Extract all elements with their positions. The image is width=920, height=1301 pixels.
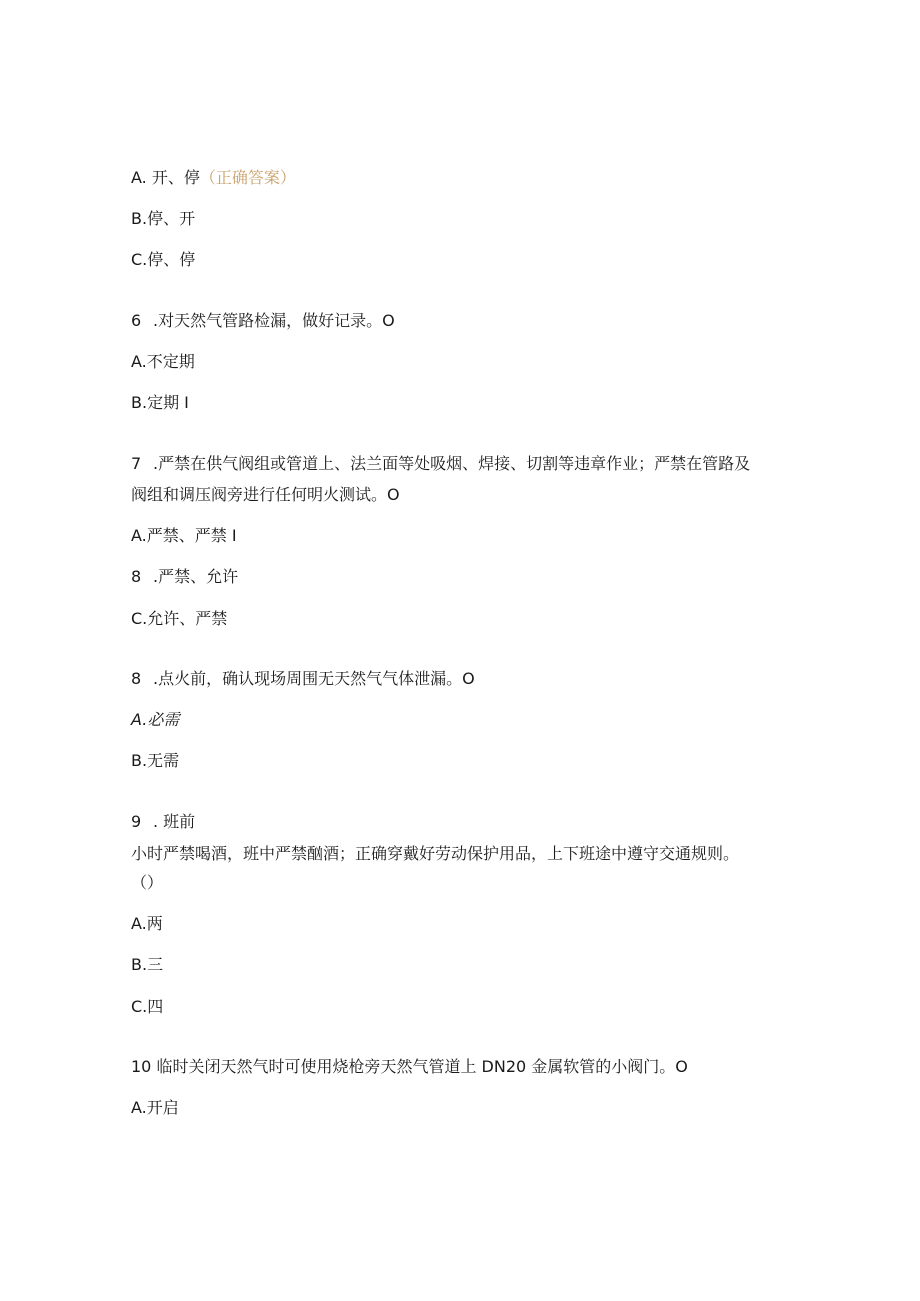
q6-question [131, 310, 395, 332]
q6-question-text: .对天然气管路检漏，做好记录。O [153, 311, 395, 330]
q7-question-line2: 阀组和调压阀旁进行任何明火测试。O [131, 485, 400, 504]
q7-question-line1 [131, 453, 750, 475]
q6-number: 6 [131, 311, 142, 330]
q9-question-line3: （） [131, 873, 164, 892]
q8-option-a: A.必需 [131, 710, 180, 729]
q7-option-b-number: 8 [131, 567, 142, 586]
q6-option-a: A.不定期 [131, 352, 195, 371]
q7-option-b-text: .严禁、允许 [153, 567, 239, 586]
q9-question-line1 [131, 811, 195, 833]
q10-option-a: A.开启 [131, 1098, 179, 1117]
q9-option-b: B.三 [131, 955, 164, 974]
q7-option-c: C.允许、严禁 [131, 609, 228, 628]
q5-correct-answer-mark: （正确答案） [199, 168, 296, 187]
q10-question: 10 临时关闭天然气时可使用烧枪旁天然气管道上 DN20 金属软管的小阀门。O [131, 1057, 688, 1076]
q9-question-text1: . 班前 [153, 812, 196, 831]
q5-option-c: C.停、停 [131, 250, 196, 269]
q7-option-a: A.严禁、严禁 I [131, 526, 237, 545]
q9-option-c: C.四 [131, 997, 164, 1016]
q6-option-b: B.定期 I [131, 393, 189, 412]
q9-number: 9 [131, 812, 142, 831]
q9-option-a: A.两 [131, 914, 163, 933]
q7-number: 7 [131, 454, 142, 473]
q7-question-text1: .严禁在供气阀组或管道上、法兰面等处吸烟、焊接、切割等违章作业；严禁在管路及 [153, 454, 751, 473]
q5-option-a-text: A. 开、停 [131, 168, 200, 187]
q8-option-b: B.无需 [131, 751, 180, 770]
q5-option-b: B.停、开 [131, 209, 196, 228]
q8-question [131, 668, 475, 690]
q8-number: 8 [131, 669, 142, 688]
q8-question-text: .点火前，确认现场周围无天然气气体泄漏。O [153, 669, 475, 688]
q7-option-b [131, 566, 238, 588]
q5-option-a [131, 167, 296, 189]
q9-question-line2: 小时严禁喝酒，班中严禁酗酒；正确穿戴好劳动保护用品，上下班途中遵守交通规则。 [131, 844, 740, 863]
